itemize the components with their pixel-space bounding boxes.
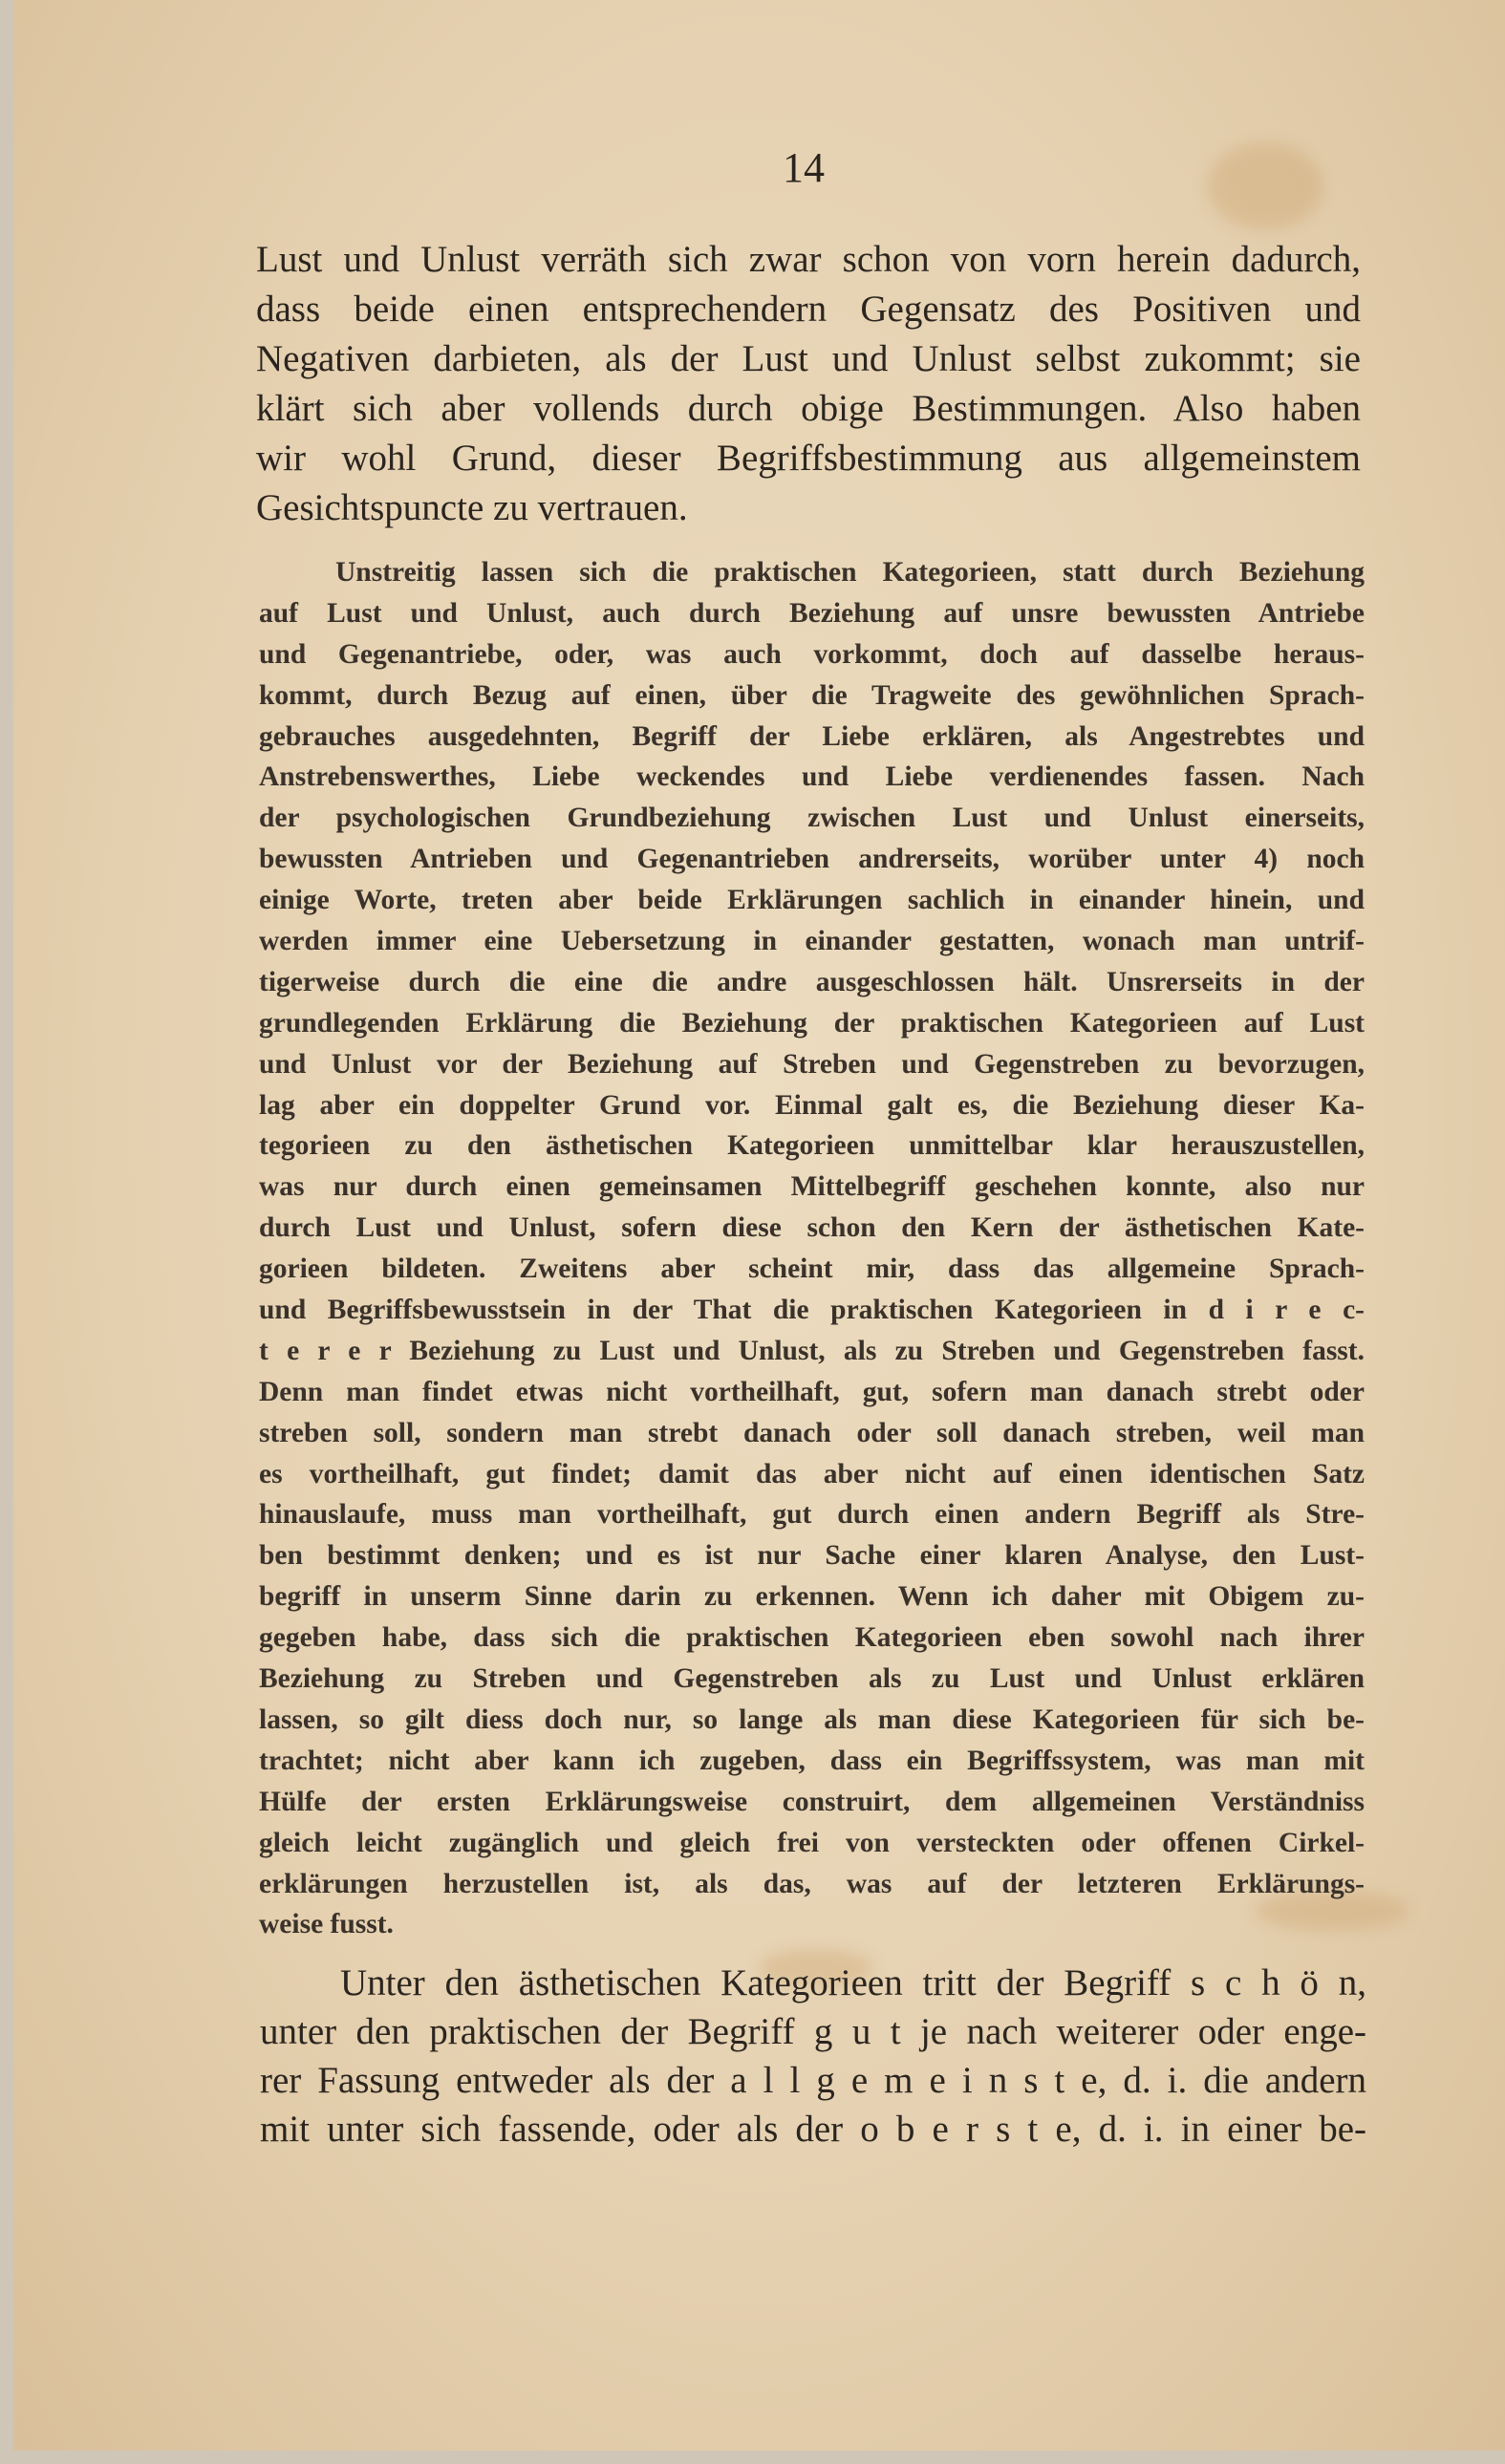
text-line: klärt sich aber vollends durch obige Bestimmungen. Also haben <box>256 388 1361 429</box>
text-line: und Gegenantriebe, oder, was auch vorkommt, doch auf dasselbe heraus- <box>259 638 1365 670</box>
text-line: unter den praktischen der Begriff g u t je nach weiterer oder enge- <box>260 2011 1366 2052</box>
text-line: Hülfe der ersten Erklärungsweise construirt, dem allgemeinen Verständniss <box>259 1786 1365 1817</box>
text-line: gegeben habe, dass sich die praktischen Kategorieen eben sowohl nach ihrer <box>259 1622 1365 1654</box>
text-line: erklärungen herzustellen ist, als das, was auf der letzteren Erklärungs- <box>259 1868 1365 1899</box>
text-line: rer Fassung entweder als der a l l g e m e i n s t e, d. i. die andern <box>260 2060 1366 2101</box>
text-line: lassen, so gilt diess doch nur, so lange als man diese Kategorieen für sich be- <box>259 1703 1365 1735</box>
text-line: werden immer eine Uebersetzung in einander gestatten, wonach man untrif- <box>259 926 1365 957</box>
text-line: trachtet; nicht aber kann ich zugeben, dass ein Begriffssystem, was man mit <box>259 1745 1365 1776</box>
paragraph-1 <box>256 235 1361 533</box>
text-line: Gesichtspuncte zu vertrauen. <box>256 487 688 528</box>
paragraph-2 <box>259 552 1365 1945</box>
text-line: der psychologischen Grundbeziehung zwischen Lust und Unlust einerseits, <box>259 803 1365 834</box>
text-line: durch Lust und Unlust, sofern diese schon den Kern der ästhetischen Kate- <box>259 1212 1365 1244</box>
text-line: gleich leicht zugänglich und gleich frei von versteckten oder offenen Cirkel- <box>259 1827 1365 1858</box>
text-line: was nur durch einen gemeinsamen Mittelbegriff geschehen konnte, also nur <box>259 1171 1365 1203</box>
paragraph-3 <box>260 1959 1366 2153</box>
text-line: Beziehung zu Streben und Gegenstreben als zu Lust und Unlust erklären <box>259 1663 1365 1695</box>
paper-stain <box>1208 143 1322 229</box>
text-line: ben bestimmt denken; und es ist nur Sache einer klaren Analyse, den Lust- <box>259 1540 1365 1572</box>
text-line: grundlegenden Erklärung die Beziehung der praktischen Kategorieen auf Lust <box>259 1007 1365 1039</box>
text-line: Denn man findet etwas nicht vortheilhaft, gut, sofern man danach strebt oder <box>259 1376 1365 1407</box>
text-line: t e r e r Beziehung zu Lust und Unlust, als zu Streben und Gegenstreben fasst. <box>259 1335 1365 1366</box>
text-line: und Unlust vor der Beziehung auf Streben und Gegenstreben zu bevorzugen, <box>259 1048 1365 1080</box>
text-line: bewussten Antrieben und Gegenantrieben andrerseits, worüber unter 4) noch <box>259 844 1365 875</box>
text-line: auf Lust und Unlust, auch durch Beziehung auf unsre bewussten Antriebe <box>259 597 1365 629</box>
text-line: einige Worte, treten aber beide Erklärungen sachlich in einander hinein, und <box>259 885 1365 916</box>
text-line: Lust und Unlust verräth sich zwar schon von vorn herein dadurch, <box>256 239 1361 280</box>
text-line: Negativen darbieten, als der Lust und Unlust selbst zukommt; sie <box>256 338 1361 379</box>
text-line: dass beide einen entsprechendern Gegensatz des Positiven und <box>256 289 1361 330</box>
text-line: tigerweise durch die eine die andre ausgeschlossen hält. Unsrerseits in der <box>259 966 1365 997</box>
text-line: lag aber ein doppelter Grund vor. Einmal galt es, die Beziehung dieser Ka- <box>259 1089 1365 1121</box>
text-line: gorieen bildeten. Zweitens aber scheint mir, dass das allgemeine Sprach- <box>259 1253 1365 1285</box>
text-line: wir wohl Grund, dieser Begriffsbestimmung aus allgemeinstem <box>256 438 1361 479</box>
text-line: Anstrebenswerthes, Liebe weckendes und Liebe verdienendes fassen. Nach <box>259 761 1365 793</box>
text-line: weise fusst. <box>259 1909 394 1940</box>
text-line: mit unter sich fassende, oder als der o b e r s t e, d. i. in einer be- <box>260 2109 1366 2150</box>
text-line: hinauslaufe, muss man vortheilhaft, gut durch einen andern Begriff als Stre- <box>259 1499 1365 1531</box>
text-line: und Begriffsbewusstsein in der That die praktischen Kategorieen in d i r e c- <box>259 1295 1365 1326</box>
text-line: tegorieen zu den ästhetischen Kategorieen unmittelbar klar herauszustellen, <box>259 1130 1365 1162</box>
text-line: es vortheilhaft, gut findet; damit das aber nicht auf einen identischen Satz <box>259 1458 1365 1489</box>
text-line: Unstreitig lassen sich die praktischen Kategorieen, statt durch Beziehung <box>335 557 1365 588</box>
text-line: gebrauches ausgedehnten, Begriff der Liebe erklären, als Angestrebtes und <box>259 720 1365 752</box>
book-page <box>13 0 1505 2451</box>
page-number: 14 <box>783 144 825 191</box>
text-line: begriff in unserm Sinne darin zu erkennen. Wenn ich daher mit Obigem zu- <box>259 1581 1365 1613</box>
text-line: kommt, durch Bezug auf einen, über die Tragweite des gewöhnlichen Sprach- <box>259 679 1365 711</box>
text-line: Unter den ästhetischen Kategorieen tritt der Begriff s c h ö n, <box>340 1962 1366 2003</box>
text-line: streben soll, sondern man strebt danach oder soll danach streben, weil man <box>259 1417 1365 1448</box>
